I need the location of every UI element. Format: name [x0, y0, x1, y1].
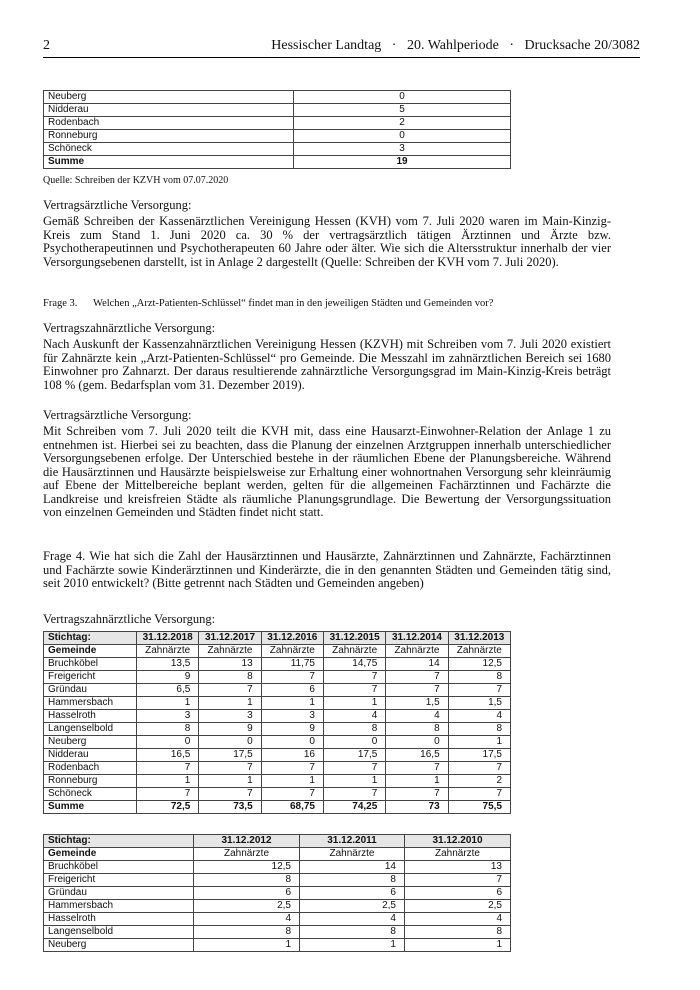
value-cell: 1: [404, 939, 510, 952]
stichtag-header: Stichtag:: [44, 632, 137, 645]
value-cell: 16: [261, 749, 323, 762]
value-cell: 7: [137, 762, 199, 775]
value-cell: 1,5: [386, 697, 448, 710]
value-cell: 8: [194, 874, 300, 887]
table-row: [44, 710, 511, 723]
date-header: 31.12.2013: [448, 632, 510, 645]
unit-header: Zahnärzte: [261, 645, 323, 658]
value-cell: 16,5: [137, 749, 199, 762]
table-row: [44, 104, 511, 117]
sum-value: 19: [294, 156, 511, 169]
source-note: Quelle: Schreiben der KZVH vom 07.07.2020: [43, 175, 229, 186]
value-cell: 7: [386, 762, 448, 775]
table-row: [44, 736, 511, 749]
value-cell: 4: [404, 913, 510, 926]
table-kzvh-summary: [43, 90, 511, 169]
section-label: Vertragsärztliche Versorgung:: [43, 408, 192, 422]
value-cell: 8: [137, 723, 199, 736]
municipality-cell: Neuberg: [44, 91, 294, 104]
value-cell: 1: [194, 939, 300, 952]
value-cell: 1: [261, 697, 323, 710]
table-row: [44, 91, 511, 104]
subheader-row: [44, 848, 511, 861]
sum-row: [44, 156, 511, 169]
table-row: [44, 926, 511, 939]
value-cell: 17,5: [199, 749, 261, 762]
table-row: [44, 117, 511, 130]
table-row: [44, 143, 511, 156]
municipality-cell: Freigericht: [44, 671, 137, 684]
table-row: [44, 788, 511, 801]
value-cell: 4: [300, 913, 405, 926]
value-cell: 0: [261, 736, 323, 749]
date-header: 31.12.2018: [137, 632, 199, 645]
value-cell: 2: [448, 775, 510, 788]
value-cell: 8: [323, 723, 385, 736]
date-header: 31.12.2017: [199, 632, 261, 645]
paragraph: Gemäß Schreiben der Kassenärztlichen Vereinigung Hessen (KVH) vom 7. Juli 2020 waren im Main-Kinzig-Kreis zum Stand 1. Juni 2020 ca. 30 % der vertragsärztlich tätigen Ärztinnen und Ärzte bzw. Psychotherapeutinnen und Psychotherapeuten 60 Jahre oder älter. Wie sich die Altersstruktur innerhalb der vier Versorgungsebenen darstellt, ist in Anlage 2 dargestellt (Quelle: Schreiben der KVH vom 7. Juli 2020).: [43, 214, 611, 269]
value-cell: 7: [261, 762, 323, 775]
value-cell: 6,5: [137, 684, 199, 697]
value-cell: 6: [194, 887, 300, 900]
municipality-cell: Hasselroth: [44, 710, 137, 723]
value-cell: 8: [448, 723, 510, 736]
header-title: Hessischer Landtag · 20. Wahlperiode · Drucksache 20/3082: [271, 38, 640, 53]
value-cell: 7: [448, 788, 510, 801]
table-row: [44, 684, 511, 697]
table-dentists-2013-2018: [43, 631, 511, 814]
value-cell: 1: [137, 697, 199, 710]
value-cell: 16,5: [386, 749, 448, 762]
value-cell: 8: [194, 926, 300, 939]
value-cell: 0: [294, 130, 511, 143]
table-row: [44, 913, 511, 926]
header-row: [44, 632, 511, 645]
value-cell: 3: [294, 143, 511, 156]
value-cell: 3: [137, 710, 199, 723]
sum-label: Summe: [44, 156, 294, 169]
unit-header: Zahnärzte: [199, 645, 261, 658]
table-row: [44, 130, 511, 143]
sum-row: [44, 801, 511, 814]
section-label: Vertragszahnärztliche Versorgung:: [43, 612, 216, 626]
table-row: [44, 762, 511, 775]
value-cell: 14: [386, 658, 448, 671]
header-rule: [43, 57, 640, 58]
value-cell: 7: [199, 788, 261, 801]
table-row: [44, 658, 511, 671]
value-cell: 1: [386, 775, 448, 788]
value-cell: 7: [404, 874, 510, 887]
municipality-cell: Hammersbach: [44, 697, 137, 710]
value-cell: 3: [261, 710, 323, 723]
unit-header: Zahnärzte: [300, 848, 405, 861]
table-row: [44, 900, 511, 913]
value-cell: 1: [199, 697, 261, 710]
value-cell: 5: [294, 104, 511, 117]
value-cell: 14: [300, 861, 405, 874]
municipality-cell: Langenselbold: [44, 723, 137, 736]
value-cell: 9: [199, 723, 261, 736]
gemeinde-header: Gemeinde: [44, 848, 194, 861]
municipality-cell: Freigericht: [44, 874, 194, 887]
date-header: 31.12.2015: [323, 632, 385, 645]
value-cell: 7: [386, 671, 448, 684]
value-cell: 8: [300, 926, 405, 939]
municipality-cell: Nidderau: [44, 104, 294, 117]
value-cell: 7: [448, 684, 510, 697]
sum-value: 68,75: [261, 801, 323, 814]
value-cell: 8: [300, 874, 405, 887]
value-cell: 6: [300, 887, 405, 900]
value-cell: 0: [323, 736, 385, 749]
value-cell: 11,75: [261, 658, 323, 671]
sum-value: 74,25: [323, 801, 385, 814]
table-row: [44, 749, 511, 762]
value-cell: 2,5: [194, 900, 300, 913]
table-dentists-2010-2012: [43, 834, 511, 952]
value-cell: 12,5: [194, 861, 300, 874]
municipality-cell: Langenselbold: [44, 926, 194, 939]
value-cell: 4: [323, 710, 385, 723]
municipality-cell: Rodenbach: [44, 762, 137, 775]
question-3-number: Frage 3.: [43, 298, 78, 309]
value-cell: 7: [323, 671, 385, 684]
value-cell: 6: [404, 887, 510, 900]
sum-label: Summe: [44, 801, 137, 814]
paragraph: Mit Schreiben vom 7. Juli 2020 teilt die KVH mit, dass eine Hausarzt-Einwohner-Relation der Anlage 1 zu entnehmen ist. Hierbei sei zu beachten, dass die Planung der einzelnen Arztgruppen innerhalb unterschiedlicher Versorgungsebenen erfolge. Der Unterschied bestehe in der räumlichen Ebene der Planungsbereiche. Während die Hausärztinnen und Hausärzte beispielsweise zur Erhaltung einer wohnortnahen Versorgung sehr kleinräumig auf Ebene der Mittelbereiche beplant werden, gelten für die allgemeinen Fachärztinnen und Fachärzte die Landkreise und kreisfreien Städte als räumliche Planungsgrundlage. Die Bewertung der Versorgungssituation von einzelnen Gemeinden und Städten findet nicht statt.: [43, 424, 611, 519]
sum-value: 73: [386, 801, 448, 814]
value-cell: 1,5: [448, 697, 510, 710]
value-cell: 8: [448, 671, 510, 684]
value-cell: 8: [199, 671, 261, 684]
unit-header: Zahnärzte: [386, 645, 448, 658]
municipality-cell: Ronneburg: [44, 130, 294, 143]
sum-value: 73,5: [199, 801, 261, 814]
page-number: 2: [43, 38, 50, 53]
municipality-cell: Hammersbach: [44, 900, 194, 913]
question-4: Frage 4. Wie hat sich die Zahl der Hausärztinnen und Hausärzte, Zahnärztinnen und Zahnärzte, Fachärztinnen und Fachärzte sowie Kinderärztinnen und Kinderärzte, die in den genannten Städten und Gemeinden tätig sind, seit 2010 entwickelt? (Bitte getrennt nach Städten und Gemeinden angeben): [43, 549, 611, 590]
unit-header: Zahnärzte: [448, 645, 510, 658]
value-cell: 7: [386, 788, 448, 801]
value-cell: 7: [137, 788, 199, 801]
unit-header: Zahnärzte: [194, 848, 300, 861]
value-cell: 1: [323, 775, 385, 788]
date-header: 31.12.2012: [194, 835, 300, 848]
value-cell: 7: [323, 684, 385, 697]
municipality-cell: Neuberg: [44, 939, 194, 952]
unit-header: Zahnärzte: [404, 848, 510, 861]
value-cell: 4: [386, 710, 448, 723]
municipality-cell: Rodenbach: [44, 117, 294, 130]
value-cell: 7: [199, 762, 261, 775]
question-3-text: Welchen „Arzt-Patienten-Schlüssel“ findet man in den jeweiligen Städten und Gemeinden vor?: [93, 298, 494, 309]
value-cell: 0: [199, 736, 261, 749]
value-cell: 8: [386, 723, 448, 736]
municipality-cell: Schöneck: [44, 788, 137, 801]
value-cell: 1: [448, 736, 510, 749]
header-row: [44, 835, 511, 848]
value-cell: 17,5: [448, 749, 510, 762]
date-header: 31.12.2014: [386, 632, 448, 645]
value-cell: 1: [300, 939, 405, 952]
value-cell: 0: [386, 736, 448, 749]
table-row: [44, 723, 511, 736]
value-cell: 14,75: [323, 658, 385, 671]
value-cell: 7: [199, 684, 261, 697]
value-cell: 9: [137, 671, 199, 684]
value-cell: 7: [261, 671, 323, 684]
value-cell: 1: [323, 697, 385, 710]
section-label: Vertragsärztliche Versorgung:: [43, 198, 192, 212]
value-cell: 13,5: [137, 658, 199, 671]
value-cell: 7: [323, 762, 385, 775]
subheader-row: [44, 645, 511, 658]
value-cell: 3: [199, 710, 261, 723]
municipality-cell: Bruchköbel: [44, 861, 194, 874]
value-cell: 7: [448, 762, 510, 775]
value-cell: 13: [404, 861, 510, 874]
table-row: [44, 874, 511, 887]
table-row: [44, 697, 511, 710]
value-cell: 13: [199, 658, 261, 671]
municipality-cell: Bruchköbel: [44, 658, 137, 671]
municipality-cell: Nidderau: [44, 749, 137, 762]
section-label: Vertragszahnärztliche Versorgung:: [43, 321, 216, 335]
stichtag-header: Stichtag:: [44, 835, 194, 848]
value-cell: 7: [261, 788, 323, 801]
date-header: 31.12.2010: [404, 835, 510, 848]
value-cell: 9: [261, 723, 323, 736]
value-cell: 6: [261, 684, 323, 697]
value-cell: 1: [261, 775, 323, 788]
value-cell: 0: [137, 736, 199, 749]
municipality-cell: Schöneck: [44, 143, 294, 156]
value-cell: 12,5: [448, 658, 510, 671]
paragraph: Nach Auskunft der Kassenzahnärztlichen Vereinigung Hessen (KZVH) mit Schreiben vom 7. Juli 2020 existiert für Zahnärzte kein „Arzt-Patienten-Schlüssel“ pro Gemeinde. Die Messzahl im zahnärztlichen Bereich sei 1680 Einwohner pro Zahnarzt. Der daraus resultierende zahnärztliche Versorgungsgrad im Main-Kinzig-Kreis beträgt 108 % (gem. Bedarfsplan vom 31. Dezember 2019).: [43, 337, 611, 392]
value-cell: 17,5: [323, 749, 385, 762]
sum-value: 72,5: [137, 801, 199, 814]
municipality-cell: Gründau: [44, 684, 137, 697]
value-cell: 2,5: [300, 900, 405, 913]
value-cell: 1: [199, 775, 261, 788]
municipality-cell: Neuberg: [44, 736, 137, 749]
unit-header: Zahnärzte: [323, 645, 385, 658]
value-cell: 8: [404, 926, 510, 939]
value-cell: 2,5: [404, 900, 510, 913]
unit-header: Zahnärzte: [137, 645, 199, 658]
value-cell: 4: [448, 710, 510, 723]
value-cell: 7: [323, 788, 385, 801]
municipality-cell: Hasselroth: [44, 913, 194, 926]
value-cell: 1: [137, 775, 199, 788]
value-cell: 4: [194, 913, 300, 926]
municipality-cell: Gründau: [44, 887, 194, 900]
sum-value: 75,5: [448, 801, 510, 814]
value-cell: 7: [386, 684, 448, 697]
date-header: 31.12.2016: [261, 632, 323, 645]
table-row: [44, 939, 511, 952]
table-row: [44, 861, 511, 874]
value-cell: 2: [294, 117, 511, 130]
table-row: [44, 671, 511, 684]
municipality-cell: Ronneburg: [44, 775, 137, 788]
date-header: 31.12.2011: [300, 835, 405, 848]
table-row: [44, 887, 511, 900]
value-cell: 0: [294, 91, 511, 104]
gemeinde-header: Gemeinde: [44, 645, 137, 658]
table-row: [44, 775, 511, 788]
